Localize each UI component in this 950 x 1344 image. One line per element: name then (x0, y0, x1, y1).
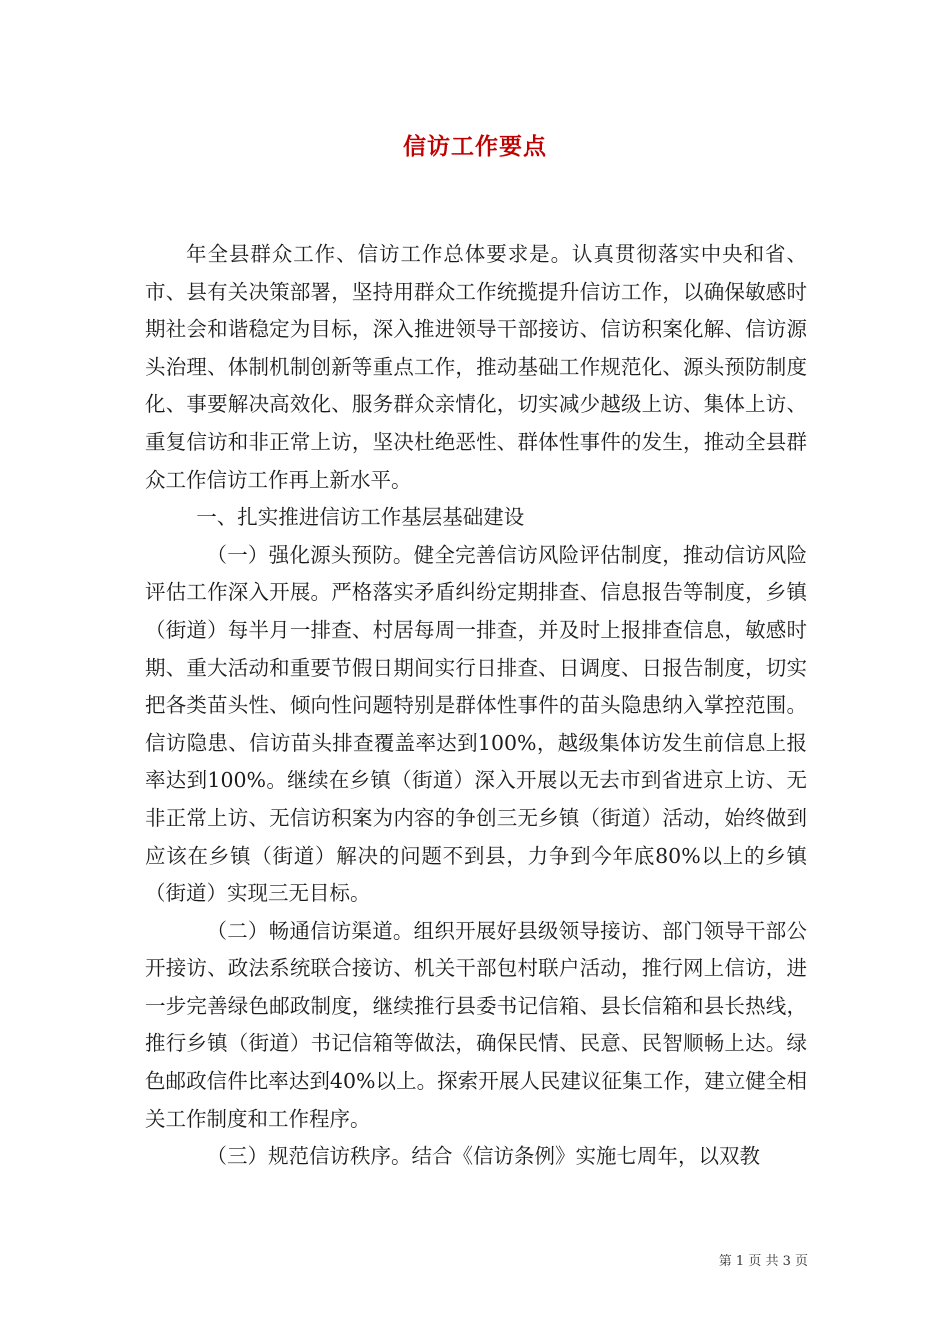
section-heading-1: 一、扎实推进信访工作基层基础建设 (196, 505, 525, 530)
paragraph-item-3: （三）规范信访秩序。结合《信访条例》实施七周年，以双教 (206, 1144, 760, 1169)
paragraph-item-2: （二）畅通信访渠道。组织开展好县级领导接访、部门领导干部公开接访、政法系统联合接访、机关干部包村联户活动，推行网上信访，进一步完善绿色邮政制度，继续推行县委书记信箱、县长信箱和县长热线，推行乡镇（街道）书记信箱等做法，确保民情、民意、民智顺畅上达。绿色邮政信件比率达到40%以上。探索开展人民建议征集工作，建立健全相关工作制度和工作程序。 (145, 918, 807, 1131)
document-body (145, 236, 807, 1176)
paragraph-item-1: （一）强化源头预防。健全完善信访风险评估制度，推动信访风险评估工作深入开展。严格落实矛盾纠纷定期排查、信息报告等制度，乡镇（街道）每半月一排查、村居每周一排查，并及时上报排查信息，敏感时期、重大活动和重要节假日期间实行日排查、日调度、日报告制度，切实把各类苗头性、倾向性问题特别是群体性事件的苗头隐患纳入掌控范围。信访隐患、信访苗头排查覆盖率达到100%，越级集体访发生前信息上报率达到100%。继续在乡镇（街道）深入开展以无去市到省进京上访、无非正常上访、无信访积案为内容的争创三无乡镇（街道）活动，始终做到应该在乡镇（街道）解决的问题不到县，力争到今年底80%以上的乡镇（街道）实现三无目标。 (145, 542, 807, 906)
paragraph-intro: 年全县群众工作、信访工作总体要求是。认真贯彻落实中央和省、市、县有关决策部署，坚持用群众工作统揽提升信访工作，以确保敏感时期社会和谐稳定为目标，深入推进领导干部接访、信访积案化解、信访源头治理、体制机制创新等重点工作，推动基础工作规范化、源头预防制度化、事要解决高效化、服务群众亲情化，切实减少越级上访、集体上访、重复信访和非正常上访，坚决杜绝恶性、群体性事件的发生，推动全县群众工作信访工作再上新水平。 (145, 242, 807, 492)
page-number-footer: 第 1 页 共 3 页 (718, 1254, 808, 1269)
page-title: 信访工作要点 (403, 133, 547, 160)
